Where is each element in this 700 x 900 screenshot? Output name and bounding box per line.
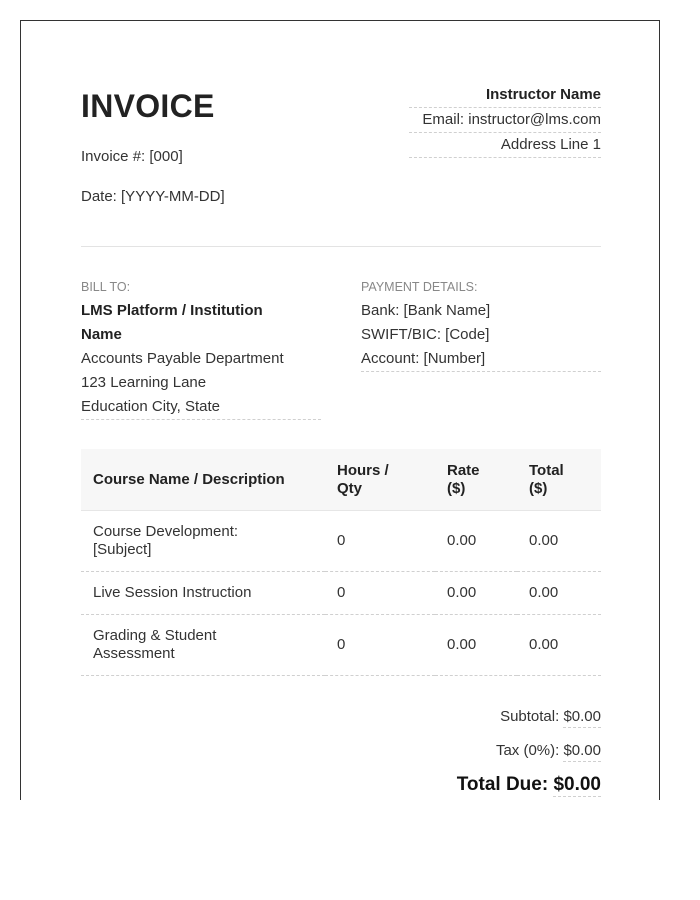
total-due-line	[457, 773, 601, 807]
line-items-table	[81, 449, 601, 676]
subtotal-label: Subtotal:	[500, 708, 564, 725]
header-hours-line-2: Qty	[337, 479, 363, 497]
table-row	[81, 572, 601, 615]
header-rate	[435, 449, 517, 511]
bill-to-org-line-2: Name	[81, 326, 122, 343]
total-due-label: Total Due:	[456, 774, 554, 795]
row-description-line-1: Course Development:	[93, 523, 239, 540]
payment-account: Account: [Number]	[361, 347, 601, 372]
tax-line	[457, 739, 601, 773]
row-description-line-1: Grading & Student	[93, 627, 217, 644]
row-rate: 0.00	[435, 615, 517, 676]
bill-to-section	[81, 279, 321, 420]
bill-to-org-line-1: LMS Platform / Institution	[81, 302, 263, 319]
bill-to-street: 123 Learning Lane	[81, 374, 207, 391]
invoice-number: Invoice #: [000]	[81, 148, 183, 165]
payment-bank: Bank: [Bank Name]	[361, 302, 491, 319]
header-course	[81, 449, 325, 511]
bill-to-department: Accounts Payable Department	[81, 350, 284, 367]
header-divider	[81, 246, 601, 247]
header-total-line-1: Total	[529, 461, 564, 479]
instructor-info	[409, 83, 601, 158]
row-qty: 0	[325, 511, 435, 572]
tax-label: Tax (0%):	[495, 742, 564, 759]
row-total: 0.00	[517, 572, 601, 615]
header-rate-line-2: ($)	[447, 479, 466, 497]
header-total	[517, 449, 601, 511]
invoice-title: INVOICE	[81, 88, 215, 124]
bill-to-city: Education City, State	[81, 395, 321, 420]
header-total-line-2: ($)	[529, 479, 548, 497]
bill-to-label: BILL TO:	[81, 280, 131, 294]
payment-details-section	[361, 279, 601, 372]
table-row	[81, 615, 601, 676]
payment-details-label: PAYMENT DETAILS:	[361, 280, 478, 294]
instructor-name: Instructor Name	[409, 83, 601, 108]
table-row	[81, 511, 601, 572]
invoice-page	[20, 20, 660, 800]
header-rate-line-1: Rate	[447, 461, 480, 479]
row-description-line-2: Assessment	[93, 645, 175, 662]
payment-swift: SWIFT/BIC: [Code]	[361, 326, 490, 343]
row-description	[81, 572, 325, 615]
header-hours	[325, 449, 435, 511]
row-qty: 0	[325, 615, 435, 676]
tax-value: $0.00	[563, 741, 601, 762]
row-description-line-1: Live Session Instruction	[93, 584, 252, 601]
total-due-value: $0.00	[553, 774, 601, 795]
row-rate: 0.00	[435, 511, 517, 572]
header-hours-line-1: Hours /	[337, 461, 389, 479]
instructor-email: Email: instructor@lms.com	[409, 108, 601, 133]
header-course-text: Course Name / Description	[93, 470, 285, 488]
table-header-row	[81, 449, 601, 511]
row-rate: 0.00	[435, 572, 517, 615]
totals-section	[457, 705, 601, 807]
invoice-date: Date: [YYYY-MM-DD]	[81, 188, 225, 205]
instructor-address: Address Line 1	[409, 133, 601, 158]
row-description	[81, 511, 325, 572]
subtotal-value: $0.00	[563, 707, 601, 728]
row-total: 0.00	[517, 615, 601, 676]
subtotal-line	[457, 705, 601, 739]
row-description	[81, 615, 325, 676]
row-qty: 0	[325, 572, 435, 615]
row-total: 0.00	[517, 511, 601, 572]
row-description-line-2: [Subject]	[93, 541, 152, 558]
